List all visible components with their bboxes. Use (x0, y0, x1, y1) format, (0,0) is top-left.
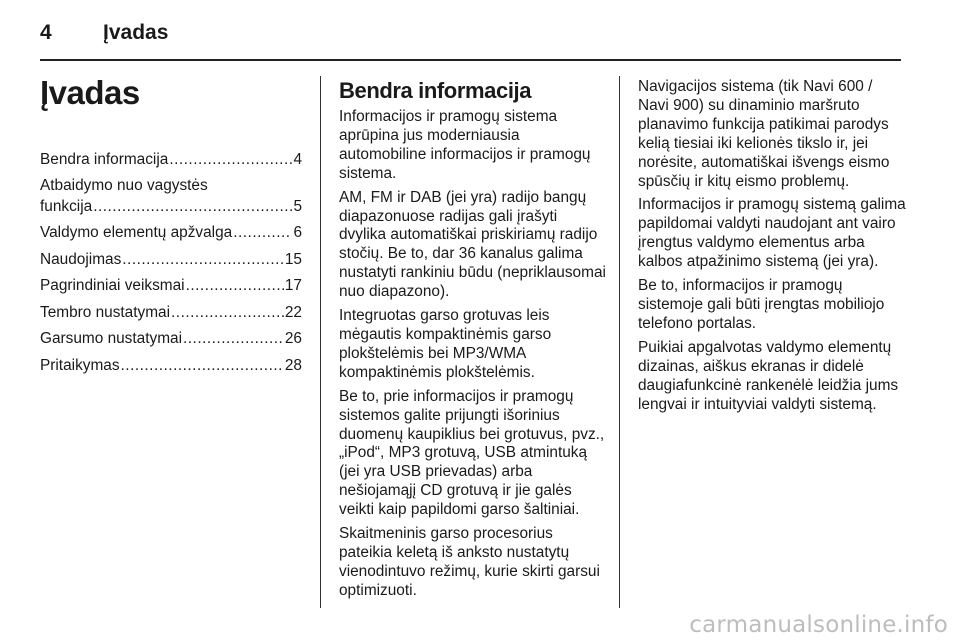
toc-leader (183, 329, 284, 350)
section-title: Bendra informacija (339, 78, 532, 103)
column-divider (619, 76, 620, 608)
chapter-title: Įvadas (40, 74, 140, 111)
toc-entry-label: funkcija (40, 197, 93, 215)
toc-entry-label: Naudojimas (40, 250, 122, 268)
body-paragraph: Informacijos ir pramogų sistemą galima papildomai valdyti naudojant ant vairo įrengtus valdymo elementus arba kalbos atpažinimo sistemą (jei yra). (638, 196, 906, 271)
toc-entry-page: 17 (284, 277, 302, 295)
toc-entry[interactable] (40, 223, 302, 244)
toc-leader (186, 276, 284, 297)
toc-entry-label: Pritaikymas (40, 356, 120, 374)
toc-entry-label-line1: Atbaidymo nuo vagystės (40, 177, 208, 195)
toc-entry[interactable] (40, 329, 302, 350)
toc-leader (233, 223, 292, 244)
toc-entry-label: Pagrindiniai veiksmai (40, 277, 185, 295)
toc-entry[interactable] (40, 356, 302, 377)
body-paragraph: Be to, informacijos ir pramogų sistemoje gali būti įrengtas mobiliojo telefono portalas. (638, 277, 885, 332)
column-divider (320, 76, 321, 608)
watermark: carmanualsonline.info (689, 612, 948, 638)
toc-leader (122, 250, 284, 271)
toc-leader (169, 150, 292, 171)
toc-entry[interactable] (40, 250, 302, 271)
header-rule (40, 59, 901, 61)
toc-leader (93, 197, 292, 218)
toc-entry[interactable] (40, 176, 302, 217)
body-paragraph: AM, FM ir DAB (jei yra) radijo bangų diapazonuose radijas gali įrašyti dvylika automatiškai priskiriamų radijo stočių. Be to, dar 36 kanalus galima nustatyti rankiniu būdu (nepriklausomai nuo diapazono). (339, 188, 606, 301)
toc-entry-page: 4 (293, 150, 302, 168)
running-header-title: Įvadas (103, 21, 169, 44)
toc-entry-label: Valdymo elementų apžvalga (40, 224, 233, 242)
toc-entry-label: Garsumo nustatymai (40, 330, 182, 348)
body-paragraph: Be to, prie informacijos ir pramogų sistemos galite prijungti išorinius duomenų kaupiklius bei grotuvus, pvz., „iPod“, MP3 grotuvą, USB atmintuką (jei yra USB prievadas) arba nešiojamąjį CD grotuvą ir jie galės veikti kaip papildomi garso šaltiniai. (339, 387, 605, 519)
body-paragraph: Integruotas garso grotuvas leis mėgautis kompaktinėmis garso plokštelėmis bei MP3/WMA kompaktinėmis plokštelėmis. (339, 307, 552, 381)
toc-entry-page: 5 (293, 197, 302, 215)
toc-entry-label: Tembro nustatymai (40, 303, 171, 321)
toc-entry[interactable] (40, 303, 302, 324)
toc-leader (171, 303, 284, 324)
body-paragraph: Skaitmeninis garso procesorius pateikia keletą iš anksto nustatytų vienodintuvo režimų, kurie skirti garsui optimizuoti. (339, 525, 600, 599)
toc-entry-page: 28 (284, 356, 302, 374)
table-of-contents (40, 74, 302, 382)
toc-entry-page: 6 (293, 224, 302, 242)
body-paragraph: Puikiai apgalvotas valdymo elementų dizainas, aiškus ekranas ir didelė daugiafunkcinė rankenėlė leidžia jums lengvai ir intuityviai valdyti sistemą. (638, 338, 899, 413)
toc-list (40, 150, 302, 377)
toc-entry-label: Bendra informacija (40, 150, 169, 168)
body-paragraph: Navigacijos sistema (tik Navi 600 / Navi 900) su dinaminio maršruto planavimo funkcija patikimai parodys kelią tiesiai iki kelionės tikslo ir, jei norėsite, automatiškai išvengs eismo spūsčių ir kitų eismo problemų. (638, 78, 890, 190)
toc-entry-page: 15 (284, 250, 302, 268)
toc-leader (121, 356, 284, 377)
toc-entry-page: 26 (284, 330, 302, 348)
toc-entry-page: 22 (284, 303, 302, 321)
content-column-right (638, 78, 906, 419)
content-column-middle (339, 78, 607, 606)
toc-entry[interactable] (40, 276, 302, 297)
page-number: 4 (40, 21, 52, 44)
toc-entry[interactable] (40, 150, 302, 171)
body-paragraph: Informacijos ir pramogų sistema aprūpina jus moderniausia automobiline informacijos ir pramogų sistema. (339, 108, 591, 182)
